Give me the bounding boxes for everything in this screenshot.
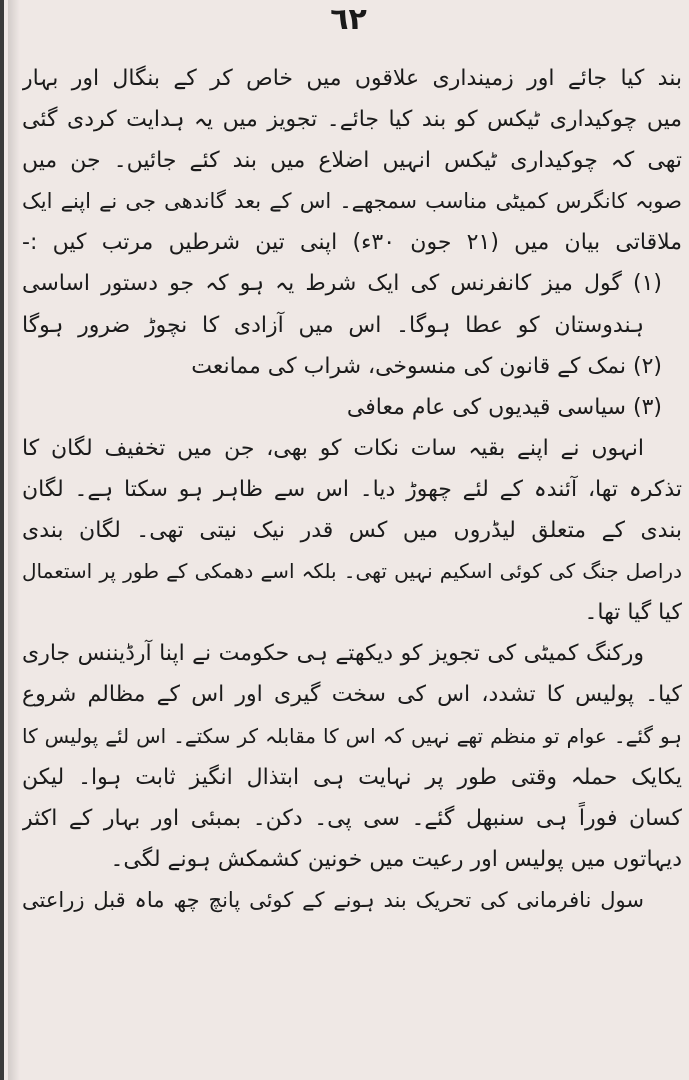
- text-line-6: (۱) گول میز کانفرنس کی ایک شرط یہ ہو کہ جو دستور اساسی: [22, 271, 662, 297]
- text-line-20: دیہاتوں میں پولیس اور رعیت میں خونین کشمکش ہونے لگی۔: [110, 846, 682, 872]
- text-line-9: (۳) سیاسی قیدیوں کی عام معافی: [346, 394, 662, 420]
- text-line-13: دراصل جنگ کی کوئی اسکیم نہیں تھی۔ بلکہ اسے دھمکی کے طور پر استعمال: [22, 559, 682, 584]
- text-line-14: کیا گیا تھا۔: [584, 600, 682, 626]
- text-line-1: بند کیا جائے اور زمینداری علاقوں میں خاص کر کے بنگال اور بہار: [22, 66, 682, 91]
- body-text: [22, 58, 682, 921]
- text-line-12: بندی کے متعلق لیڈروں میں کس قدر نیک نیتی تھی۔ لگان بندی: [22, 518, 682, 544]
- text-line-19: کسان فوراً ہی سنبھل گئے۔ سی پی۔ دکن۔ بمبئی اور بہار کے اکثر: [22, 805, 682, 831]
- text-line-3: تھی کہ چوکیداری ٹیکس انہیں اضلاع میں بند کئے جائیں۔ جن میں: [22, 148, 682, 174]
- text-line-18: یکایک حملہ وقتی طور پر نہایت ہی ابتذال انگیز ثابت ہوا۔ لیکن: [22, 764, 682, 790]
- text-line-11: تذکرہ تھا، آئندہ کے لئے چھوڑ دیا۔ اس سے ظاہر ہو سکتا ہے۔ لگان: [22, 476, 682, 502]
- binding-edge-shadow: [8, 0, 20, 1080]
- text-line-7: ہندوستان کو عطا ہوگا۔ اس میں آزادی کا نچوڑ ضرور ہوگا: [22, 312, 644, 338]
- text-line-5: ملاقاتی بیان میں (۲۱ جون ۳۰ء) اپنی تین شرطیں مرتب کیں :-: [22, 230, 682, 256]
- text-line-10: انہوں نے اپنے بقیہ سات نکات کو بھی، جن میں تخفیف لگان کا: [22, 435, 644, 461]
- text-line-17: ہو گئے۔ عوام تو منظم تھے نہیں کہ اس کا مقابلہ کر سکتے۔ اس لئے پولیس کا: [22, 723, 682, 748]
- text-line-8: (۲) نمک کے قانون کی منسوخی، شراب کی ممانعت: [191, 353, 662, 379]
- text-line-21: سول نافرمانی کی تحریک بند ہونے کے کوئی پانچ چھ ماہ قبل زراعتی: [22, 887, 644, 912]
- page-number: ٦٢: [330, 2, 367, 37]
- text-line-4: صوبہ کانگرس کمیٹی مناسب سمجھے۔ اس کے بعد گاندھی جی نے اپنے ایک: [22, 189, 682, 214]
- text-line-15: ورکنگ کمیٹی کی تجویز کو دیکھتے ہی حکومت نے اپنا آرڈیننس جاری: [22, 641, 644, 667]
- text-line-16: کیا۔ پولیس کا تشدد، اس کی سخت گیری اور اس کے مظالم شروع: [22, 682, 682, 708]
- text-line-2: میں چوکیداری ٹیکس کو بند کیا جائے۔ تجویز میں یہ ہدایت کردی گئی: [22, 107, 682, 133]
